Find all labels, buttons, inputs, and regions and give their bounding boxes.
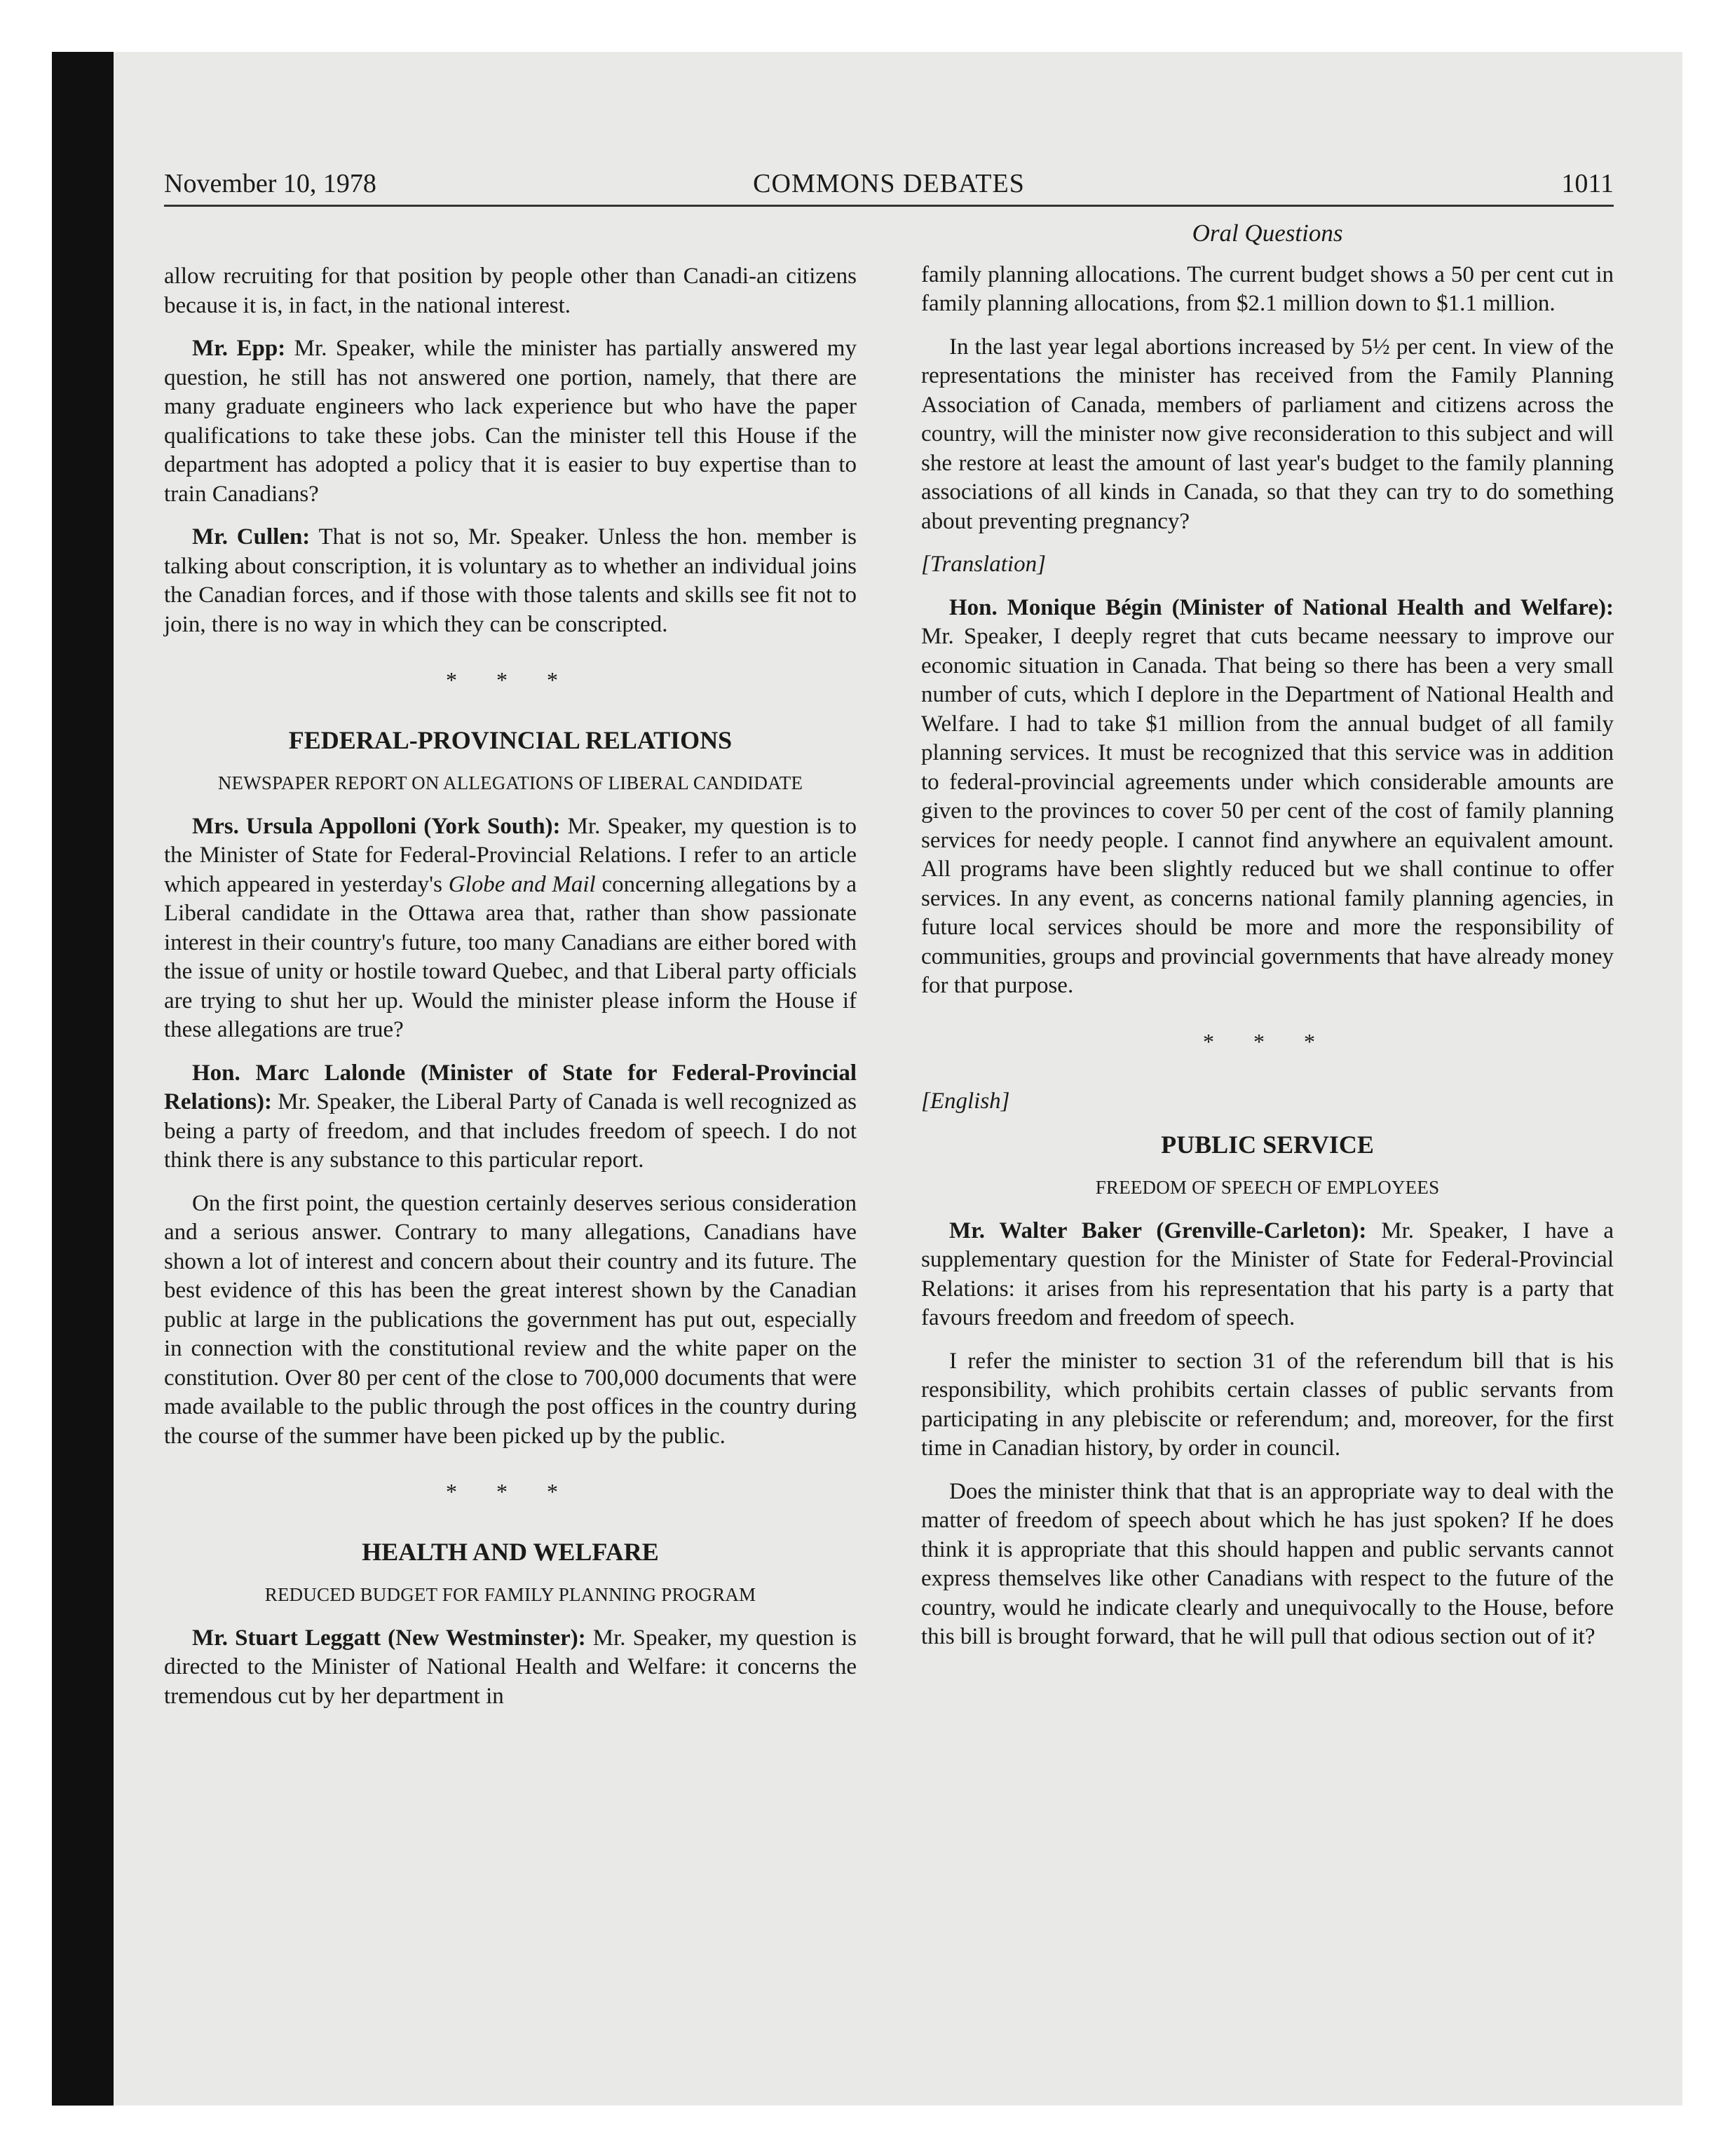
speaker-name: Hon. Marc Lalonde (Minister of State for Federal-Provincial Relations):	[164, 1060, 857, 1114]
paragraph: In the last year legal abortions increased by 5½ per cent. In view of the representations the minister has received from the Family Planning Association of Canada, members of parliament and citizens across the country, will the minister now give reconsideration to this subject and will she restore at least the amount of last year's budget to the family planning associations of all kinds in Canada, so that they can try to do something about preventing pregnancy?	[921, 334, 1614, 534]
paragraph: family planning allocations. The current budget shows a 50 per cent cut in family planning allocations, from $2.1 million down to $1.1 million.	[921, 261, 1614, 316]
right-column	[921, 219, 1614, 1666]
speaker-name: Mrs. Ursula Appolloni (York South):	[192, 813, 561, 839]
paragraph: Hon. Monique Bégin (Minister of National Health and Welfare): Mr. Speaker, I deeply regret that cuts became neessary to improve our economic situation in Canada. That being so there has been a very small number of cuts, which I deplore in the Department of National Health and Welfare. I had to take $1 million from the annual budget of all family planning services. It must be recognized that this service was in addition to federal-provincial agreements under which considerable amounts are given to the provinces to cover 50 per cent of the cost of family planning services for needy people. I cannot find anywhere an equivalent amount. All programs have been slightly reduced but we shall continue to offer services. In any event, as concerns national family planning agencies, in future local services should be more and more the responsibility of communities, groups and provincial governments that have already money for that purpose.	[921, 594, 1614, 998]
paragraph: Mrs. Ursula Appolloni (York South): Mr. Speaker, my question is to the Minister of State for Federal-Provincial Relations. I refer to an article which appeared in yesterday's Globe and Mail concerning allegations by a Liberal candidate in the Ottawa area that, rather than show passionate interest in their country's future, too many Canadians are either bored with the issue of unity or hostile toward Quebec, and that Liberal party officials are trying to shut her up. Would the minister please inform the House if these allegations are true?	[164, 813, 857, 1042]
speaker-name: Hon. Monique Bégin (Minister of National Health and Welfare):	[949, 594, 1614, 620]
publication-name: Globe and Mail	[448, 871, 596, 897]
paragraph: I refer the minister to section 31 of the referendum bill that is his responsibility, which prohibits certain classes of public servants from participating in any plebiscite or referendum; and, moreover, for the first time in Canadian history, by order in council.	[921, 1348, 1614, 1461]
speaker-name: Mr. Stuart Leggatt (New Westminster):	[192, 1625, 586, 1651]
paragraph: Mr. Epp: Mr. Speaker, while the minister has partially answered my question, he still has not answered one portion, namely, that there are many graduate engineers who lack experience but who have the paper qualifications to take these jobs. Can the minister tell this House if the department has adopted a policy that it is easier to buy expertise than to train Canadians?	[164, 336, 857, 507]
section-divider: * * *	[446, 667, 575, 692]
paragraph: On the first point, the question certainly deserves serious consideration and a serious answer. Contrary to many allegations, Canadians have shown a lot of interest and concern about their country and its future. The best evidence of this has been the great interest shown by the Canadian public at large in the publications the government has put out, especially in connection with the constitutional review and the white paper on the constitution. Over 80 per cent of the close to 700,000 documents that were made available to the public through the post offices in the country during the course of the summer have been picked up by the public.	[164, 1190, 857, 1449]
publication-title: COMMONS DEBATES	[753, 169, 1025, 198]
speaker-name: Mr. Cullen:	[192, 524, 311, 550]
speaker-name: Mr. Walter Baker (Grenville-Carleton):	[949, 1217, 1367, 1243]
page-header	[164, 168, 1614, 207]
scanned-page	[52, 52, 1682, 2106]
paragraph: Mr. Stuart Leggatt (New Westminster): Mr. Speaker, my question is directed to the Minister of National Health and Welfare: it concerns the tremendous cut by her department in	[164, 1625, 857, 1709]
header-date: November 10, 1978	[164, 169, 376, 198]
scan-edge-bar	[52, 52, 114, 2106]
running-head: Oral Questions	[1192, 219, 1343, 247]
language-marker: [Translation]	[921, 552, 1046, 577]
paragraph: Mr. Cullen: That is not so, Mr. Speaker. Unless the hon. member is talking about conscription, it is voluntary as to whether an individual joins the Canadian forces, and if those with those talents and skills see fit not to join, there is no way in which they can be conscripted.	[164, 524, 857, 637]
left-column	[164, 262, 857, 1725]
section-heading: HEALTH AND WELFARE	[362, 1537, 659, 1566]
section-divider: * * *	[446, 1479, 575, 1504]
page-number: 1011	[1561, 169, 1614, 198]
section-divider: * * *	[1203, 1028, 1332, 1054]
speaker-name: Mr. Epp:	[192, 336, 286, 361]
language-marker: [English]	[921, 1089, 1010, 1114]
paragraph: Does the minister think that that is an appropriate way to deal with the matter of freedom of speech about which he has just spoken? If he does think it is appropriate that this should happen and public servants cannot express themselves like other Canadians with respect to the future of the country, would he indicate clearly and unequivocally to the House, before this bill is brought forward, that he will pull that odious section out of it?	[921, 1478, 1614, 1649]
section-subheading: NEWSPAPER REPORT ON ALLEGATIONS OF LIBERAL CANDIDATE	[217, 772, 803, 793]
section-subheading: FREEDOM OF SPEECH OF EMPLOYEES	[1095, 1177, 1440, 1198]
section-heading: PUBLIC SERVICE	[1161, 1130, 1374, 1159]
section-subheading: REDUCED BUDGET FOR FAMILY PLANNING PROGRAM	[264, 1584, 756, 1605]
paragraph: Hon. Marc Lalonde (Minister of State for Federal-Provincial Relations): Mr. Speaker, the Liberal Party of Canada is well recognized as being a party of freedom, and that includes freedom of speech. I do not think there is any substance to this particular report.	[164, 1060, 857, 1173]
paragraph: Mr. Walter Baker (Grenville-Carleton): Mr. Speaker, I have a supplementary question for the Minister of State for Federal-Provincial Relations: it arises from his representation that his party is a party that favours freedom and freedom of speech.	[921, 1217, 1614, 1330]
paragraph: allow recruiting for that position by people other than Canadi-an citizens because it is, in fact, in the national interest.	[164, 264, 857, 318]
section-heading: FEDERAL-PROVINCIAL RELATIONS	[288, 725, 733, 754]
